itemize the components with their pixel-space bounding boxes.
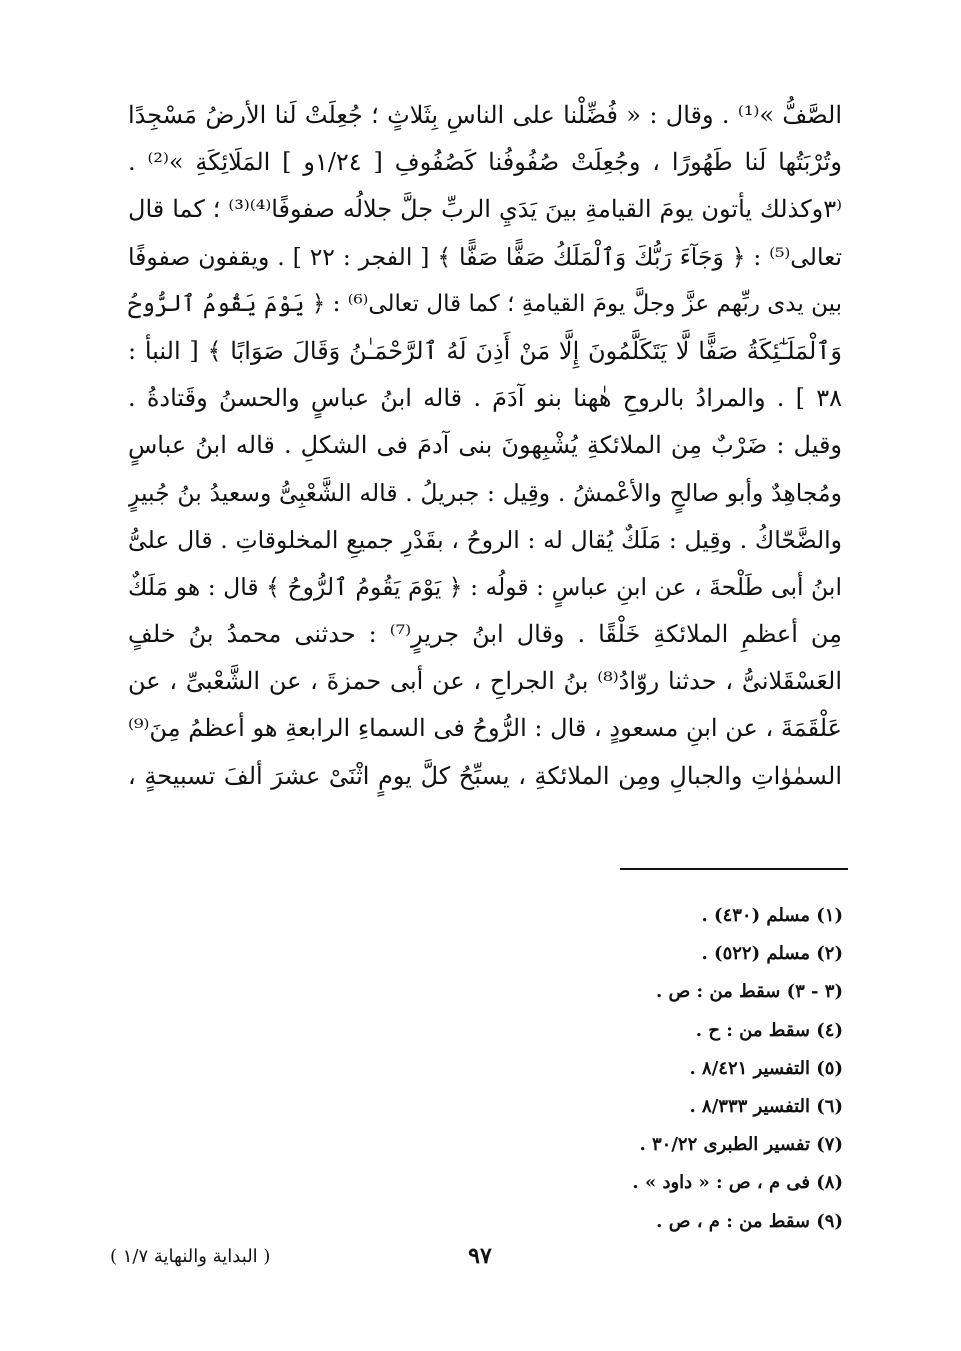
text-line: الصَّفُّ »⁽¹⁾ . وقال : « فُضِّلْنا على الناسِ بِثَلاثٍ ؛ جُعِلَتْ لَنا الأرضُ مَسْجِدًا: [128, 101, 842, 129]
footnote: (١) مسلم (٤٣٠) .: [701, 905, 843, 926]
text-line: ⁽٣وكذلك يأتون يومَ القيامةِ بينَ يَدَيِ الربِّ جلَّ جلالُه صفوفًا⁽⁴⁾⁽³⁾ ؛ كما قال: [128, 195, 842, 224]
footnote: (٥) التفسير ٨/٤٢١ .: [689, 1057, 843, 1079]
running-title: ( البداية والنهاية ١/٧ ): [110, 1246, 271, 1267]
main-text-block: [128, 92, 842, 800]
text-line: وتُرْبَتُها لَنا طَهُورًا ، وجُعِلَتْ صُفُوفُنا كَصُفُوفِ [ ١/٢٤و ] المَلَائِكَةِ »⁽²⁾ .: [128, 148, 842, 177]
page-footer: [0, 1238, 961, 1278]
text-line: ومُجاهِدٌ وأبو صالحٍ والأعْمشُ . وقِيل : جبريلُ . قاله الشَّعْبِىُّ وسعيدُ بنُ جُبيرٍ: [128, 478, 842, 507]
page-number: ٩٧: [468, 1243, 492, 1269]
footnote: (٣ - ٣) سقط من : ص .: [655, 981, 843, 1003]
footnote: (٧) تفسير الطبرى ٣٠/٢٢ .: [639, 1134, 843, 1156]
footnote: (٢) مسلم (٥٢٢) .: [701, 943, 843, 965]
text-line: وَٱلْمَلَـٰٓئِكَةُ صَفًّا لَّا يَتَكَلَّمُونَ إِلَّا مَنْ أَذِنَ لَهُ ٱلرَّحْمَـٰنُ وَقَالَ صَوَابًا ﴾ [ النبأ :: [128, 336, 842, 365]
footnote: (٤) سقط من : ح .: [695, 1019, 843, 1041]
text-line: مِن أعظمِ الملائكةِ خَلْقًا . وقال ابنُ جريرٍ⁽⁷⁾ : حدثنى محمدُ بنُ خلفٍ: [128, 620, 842, 649]
text-line: وقيل : ضَرْبٌ مِن الملائكةِ يُشْبِهونَ بنى آدمَ فى الشكلِ . قاله ابنُ عباسٍ: [128, 431, 842, 460]
footnotes-list: [513, 897, 843, 1241]
text-line: العَسْقَلانىُّ ، حدثنا روّادُ⁽⁸⁾ بنُ الجراحِ ، عن أبى حمزةَ ، عن الشَّعْبىِّ ، عن: [128, 667, 842, 696]
footnote: (٩) سقط من : م ، ص .: [656, 1210, 843, 1232]
footnote: (٦) التفسير ٨/٣٣٣ .: [689, 1095, 843, 1117]
footnote-separator: [620, 868, 848, 870]
footnote: (٨) فى م ، ص : « داود » .: [632, 1172, 843, 1194]
text-line: تعالى⁽⁵⁾ : ﴿ وَجَآءَ رَبُّكَ وَٱلْمَلَكُ صَفًّا صَفًّا ﴾ [ الفجر : ٢٢ ] . ويقفون صفوفًا: [128, 242, 842, 271]
text-line: ابنُ أبى طَلْحةَ ، عن ابنِ عباسٍ : قولُه : ﴿ يَوْمَ يَقُومُ ٱلرُّوحُ ﴾ قال : هو مَلَكٌ: [128, 572, 842, 601]
text-line: عَلْقَمَةَ ، عن ابنِ مسعودٍ ، قال : الرُّوحُ فى السماءِ الرابعةِ هو أعظمُ مِنَ⁽⁹⁾: [128, 714, 842, 743]
text-line: السمٰوٰاتِ والجبالِ ومِن الملائكةِ ، يسبِّحُ كلَّ يومٍ اثْنَىْ عشرَ ألفَ تسبيحةٍ ،: [128, 761, 842, 790]
text-line: والضَّحّاكُ . وقِيل : مَلَكٌ يُقال له : الروحُ ، بقَدْرِ جميعِ المخلوقاتِ . قال علىُّ: [128, 525, 842, 554]
text-line: ٣٨ ] . والمرادُ بالروحِ هٰهنا بنو آدَمَ . قاله ابنُ عباسٍ والحسنُ وقَتادةُ .: [128, 384, 842, 413]
text-line: بين يدى ربِّهم عزَّ وجلَّ يومَ القيامةِ ؛ كما قال تعالى⁽⁶⁾ : ﴿ يَوْمَ يَقُومُ ٱلرُّوحُ: [128, 290, 842, 317]
